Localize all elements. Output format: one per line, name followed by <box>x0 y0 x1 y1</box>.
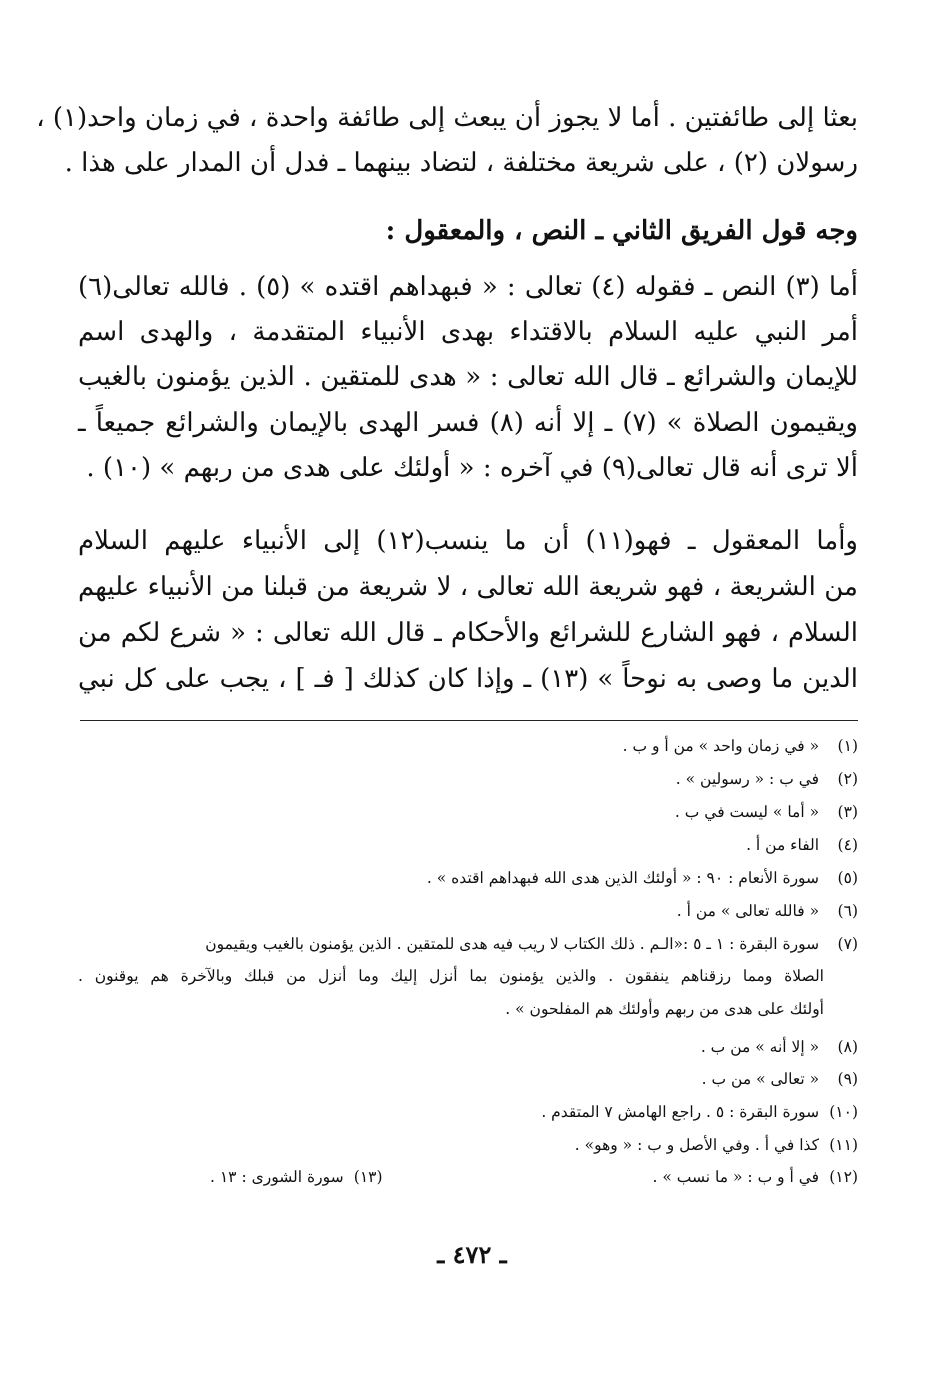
footnote-text: « إلا أنه » من ب . <box>700 1038 820 1056</box>
text-line: الدين ما وصى به نوحاً » (١٣) ـ وإذا كان كذلك [ فـ ] ، يجب على كل نبي <box>78 664 858 694</box>
footnote-text: « فالله تعالى » من أ . <box>676 902 820 920</box>
footnote-5 <box>78 863 858 893</box>
text-line: أمر النبي عليه السلام بالاقتداء بهدى الأنبياء المتقدمة ، والهدى اسم <box>78 317 858 347</box>
footnote-10 <box>78 1097 858 1127</box>
footnote-text: الفاء من أ . <box>746 836 820 854</box>
footnote-12 <box>438 1162 858 1192</box>
footnote-number: (٦) <box>837 902 858 920</box>
text-line: للإيمان والشرائع ـ قال الله تعالى : « هدى للمتقين . الذين يؤمنون بالغيب <box>78 362 858 392</box>
footnote-number: (٤) <box>837 836 858 854</box>
footnote-7-continuation: أولئك على هدى من ربهم وأولئك هم المفلحون » . <box>505 1000 824 1018</box>
footnote-13 <box>210 1162 383 1192</box>
footnote-number: (١١) <box>829 1136 858 1154</box>
footnote-1 <box>78 731 858 761</box>
footnote-text: سورة الأنعام : ٩٠ : « أولئك الذين هدى الله فبهداهم اقتده » . <box>426 869 820 887</box>
footnote-number: (٧) <box>837 935 858 953</box>
text-line: وأما المعقول ـ فهو(١١) أن ما ينسب(١٢) إلى الأنبياء عليهم السلام <box>78 526 858 556</box>
footnote-text: « أما » ليست في ب . <box>674 803 820 821</box>
footnote-3 <box>78 797 858 827</box>
footnote-text: سورة الشورى : ١٣ . <box>210 1168 344 1186</box>
footnote-text: سورة البقرة : ١ ـ ٥ :«الـم . ذلك الكتاب لا ريب فيه هدى للمتقين . الذين يؤمنون بالغيب ويقيمون <box>205 935 820 953</box>
text-line: من الشريعة ، فهو شريعة الله تعالى ، لا شريعة من قبلنا من الأنبياء عليهم <box>78 572 858 602</box>
footnote-7 <box>78 929 858 959</box>
footnote-number: (٥) <box>837 869 858 887</box>
text-line: أما (٣) النص ـ فقوله (٤) تعالى : « فبهداهم اقتده » (٥) . فالله تعالى(٦) <box>78 272 858 302</box>
footnote-number: (٢) <box>837 770 858 788</box>
section-heading: وجه قول الفريق الثاني ـ النص ، والمعقول : <box>385 216 858 246</box>
text-line: ويقيمون الصلاة » (٧) ـ إلا أنه (٨) فسر الهدى بالإيمان والشرائع جميعاً ـ <box>78 408 858 438</box>
page-number: ـ ٤٧٢ ـ <box>437 1240 507 1269</box>
footnote-number: (١٠) <box>829 1103 858 1121</box>
footnote-number: (١) <box>837 737 858 755</box>
footnote-6 <box>78 896 858 926</box>
footnote-9 <box>78 1064 858 1094</box>
footnote-2 <box>78 764 858 794</box>
footnote-text: « في زمان واحد » من أ و ب . <box>622 737 820 755</box>
text-line: رسولان (٢) ، على شريعة مختلفة ، لتضاد بينهما ـ فدل أن المدار على هذا . <box>64 148 858 178</box>
footnote-8 <box>78 1032 858 1062</box>
footnote-number: (٩) <box>837 1070 858 1088</box>
text-line: السلام ، فهو الشارع للشرائع والأحكام ـ قال الله تعالى : « شرع لكم من <box>78 618 858 648</box>
text-line: ألا ترى أنه قال تعالى(٩) في آخره : « أولئك على هدى من ربهم » (١٠) . <box>86 453 858 483</box>
footnote-11 <box>78 1130 858 1160</box>
footnote-text: في ب : « رسولين » . <box>675 770 820 788</box>
footnote-separator <box>80 720 858 721</box>
footnote-text: سورة البقرة : ٥ . راجع الهامش ٧ المتقدم . <box>541 1103 820 1121</box>
footnote-text: في أ و ب : « ما نسب » . <box>652 1168 820 1186</box>
footnote-text: كذا في أ . وفي الأصل و ب : « وهو» . <box>574 1136 820 1154</box>
footnote-number: (١٣) <box>353 1168 383 1186</box>
footnote-number: (١٢) <box>829 1168 858 1186</box>
text-line: بعثا إلى طائفتين . أما لا يجوز أن يبعث إلى طائفة واحدة ، في زمان واحد(١) ، <box>36 103 858 133</box>
footnote-number: (٨) <box>837 1038 858 1056</box>
footnote-number: (٣) <box>837 803 858 821</box>
footnote-text: « تعالى » من ب . <box>701 1070 820 1088</box>
footnote-7-continuation: الصلاة ومما رزقناهم ينفقون . والذين يؤمنون بما أنزل إليك وما أنزل من قبلك وبالآخرة هم يوقنون . <box>78 967 824 985</box>
footnote-4 <box>78 830 858 860</box>
